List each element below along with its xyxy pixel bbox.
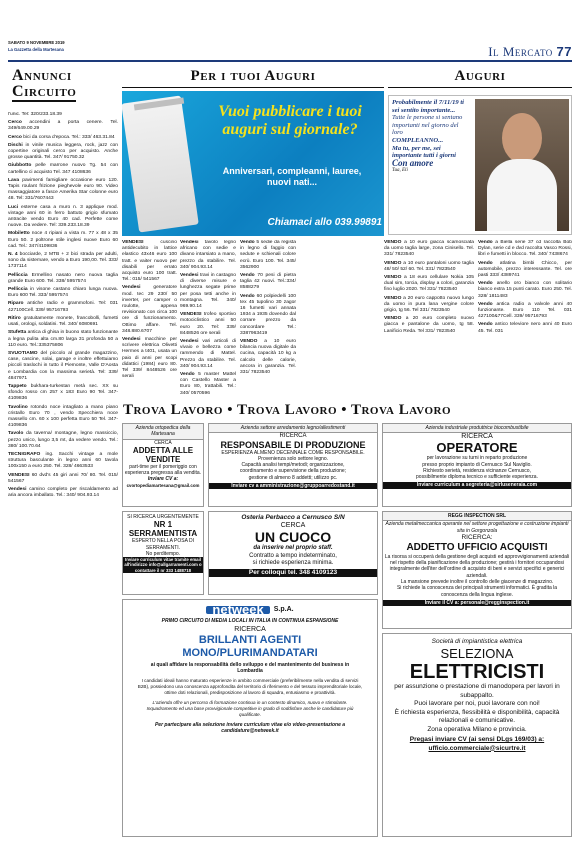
ad6-l2: La mansione prevede inoltre il controllo delle giacenze di magazzino. bbox=[400, 579, 554, 586]
classified-lead: Vendesi bbox=[122, 337, 141, 343]
classified-entry bbox=[180, 339, 236, 370]
ad8-l3: È richiesta esperienza, flessibilità e disponibilità, capacità relazionali e comunicative. bbox=[394, 708, 560, 724]
classified-text: trofeo sportivo motociclistico anni 50 euro 20. Tel: 339/ 8448526 ore serali bbox=[180, 312, 236, 336]
classified-entry bbox=[478, 322, 572, 334]
classified-lead: Vendesi bbox=[122, 285, 141, 291]
vendesi-col-4 bbox=[384, 240, 474, 400]
classified-entry bbox=[122, 285, 177, 335]
ad-netweek bbox=[122, 599, 378, 837]
classified-text: vari articoli di vivaio e bellezza come rammendo di Mattel. Prezzo da stabilire. Tel. 340/ 904.93.14 bbox=[180, 339, 236, 369]
ad2-cerca: RICERCA bbox=[279, 433, 307, 440]
ad2-head: Azienda settore arredamento legno/allestimenti bbox=[209, 424, 377, 433]
classified-text: 60 polpiedelli 100 tex 45 tupolino 30 zagor 16 fumetti vari annata 1934 a 1935 dovendo dal corrare prezzo da concordare Tel.: 3387963419 bbox=[240, 293, 296, 336]
classified-lead: Ritiro bbox=[8, 315, 21, 321]
ad5-l2: Contratto a tempo indeterminato, bbox=[249, 552, 337, 559]
classified-entry bbox=[478, 261, 572, 280]
classified-entry bbox=[8, 231, 118, 250]
ad3-head: Azienda industriale produttrice biocombustibile bbox=[383, 424, 571, 433]
classified-lead: Vendesi bbox=[180, 273, 199, 279]
ad5-l1: da inserire nel proprio staff. bbox=[253, 545, 333, 551]
classified-entry bbox=[478, 281, 572, 300]
classified-lead: SVUOTIAMO bbox=[8, 350, 38, 356]
classified-entry bbox=[8, 205, 118, 230]
classified-text: da taverna/ montagne, legno massiccio, pezzo unico, lungo 3,5 mt, da vedere vendo. Tel.: 380/ 100.70.64 bbox=[8, 431, 118, 449]
ad3-l2: presso proprio impianto di Cernusco Sul Naviglio. bbox=[422, 461, 532, 468]
ad2-l5: gestione di almeno 8 addetti; utilizzo pc. bbox=[248, 474, 338, 481]
classified-entry bbox=[180, 273, 236, 310]
auguri-line2: Tutte le persone si sentano importanti nel giorno del loro bbox=[392, 114, 463, 137]
classified-lead: Cerco bbox=[8, 120, 22, 126]
classified-text: esterne casa a muro n. 3 applique mod. vintage anni 60 in ferro battuto grigio sfumato antracite vendo Euro 40 cad. Perfette come nuove. Da vedere. Tel: 339.233.18.39 bbox=[8, 204, 118, 229]
header-paper: La Gazzetta della Martesana bbox=[8, 47, 64, 52]
classified-entry bbox=[8, 473, 118, 485]
classified-lead: Pelliccia bbox=[8, 272, 28, 278]
classified-text: pelle marrone nuovo Tg. 54 con cartellino ci acquisto Tel. 347 4108636 bbox=[8, 163, 118, 175]
classified-entry bbox=[384, 296, 474, 315]
classified-text: l'unic. Tel: 320/233.18.39 bbox=[8, 112, 62, 117]
classified-lead: Stufetta bbox=[8, 330, 27, 336]
header-section bbox=[488, 44, 572, 60]
classified-text: a 10 euro pantaloni uomo taglia 48/ 50/ 52/ 60. Tel. 331/ 7823540 bbox=[384, 260, 474, 272]
ad6-mail: Inviare il CV a: personale@regginspection.it bbox=[383, 600, 571, 606]
classified-text: travi in castagno di diverse misure e lunghezza segate prime per posa tetti anche in montagna. Tel. 340/ 969.90.14 bbox=[180, 273, 236, 310]
classified-entry bbox=[384, 316, 474, 335]
classified-text: antica di ghisa in buono stato funzionante a legna pulita alta cm.80 larga 31 profonda 50 a 110 euro. Tel.:335375806 bbox=[8, 330, 118, 348]
classified-text: antiche radio e grammofoni. Tel: 031 427100Cell. 339/ 95716793 bbox=[8, 301, 118, 313]
classified-text: atlatina bimbi Chicco, per automobile, prezzo interessante. Tel. ore pasti 333/ 4389741 bbox=[478, 260, 572, 279]
classified-lead: VENDESI bbox=[180, 312, 202, 318]
classified-lead: Vendesi bbox=[180, 339, 199, 345]
vendesi-col-5 bbox=[478, 240, 572, 400]
ad6-cerca: RICERCA: bbox=[461, 533, 493, 541]
ad-serramentista bbox=[122, 511, 204, 595]
auguri-line1: Probabilmente il 7/11/19 ti sei sentito importante... bbox=[392, 99, 464, 114]
classified-text: a 18 euro cellulare Nokia 105 dual sim, torcia, display a colori, garanzia fino luglio 2020. Tel 331/ 7823540 bbox=[384, 275, 474, 293]
classified-entry bbox=[240, 294, 296, 337]
classified-text: bocciarde, 2 MTB + 2 bici strada per adulti, sono da sistemare, vendo a Euro 190,00. Tel. 333/ 1737114 bbox=[8, 252, 118, 270]
classified-text: Ermellino nasato nero nuova taglia grande Euro 600. Tel. 338/ 5957574 bbox=[8, 272, 118, 284]
classified-lead: Vendo bbox=[240, 293, 255, 299]
classified-lead: Mobiletto bbox=[8, 231, 30, 237]
classified-lead: Vendo bbox=[478, 281, 493, 287]
classified-entry bbox=[8, 135, 118, 141]
ad3-mail: Inviare curriculum a segreteria@sirluseneraia.com bbox=[383, 482, 571, 488]
classified-entry bbox=[8, 405, 118, 430]
classified-text: a 10 euro giacca scamosciata da uomo taglia large, zona Cinisello. Tel. 331/ 7823540 bbox=[384, 240, 474, 258]
classified-entry bbox=[478, 240, 572, 259]
ad8-l2: Puoi lavorare per noi, puoi lavorare con noi! bbox=[414, 700, 540, 707]
classified-text: accendini a porta cenere. Tel. 349/649.00.29 bbox=[8, 120, 118, 132]
classified-text: del piccolo al grande magazzino, case, cascine, solai, garage e inoltre effettuiamo piccoli traslochi in tutto il Piemonte, Valle D'Aosta e Lombardia con la massima serietà. Tel: 339/ 4847971 bbox=[8, 350, 118, 381]
ad2-big: RESPONSABILE DI PRODUZIONE bbox=[220, 439, 366, 450]
auguri-line4: Ma tu, per me, sei importante tutti i giorni bbox=[392, 144, 456, 160]
ad3-cerca: RICERCA bbox=[461, 433, 493, 441]
classified-entry bbox=[240, 273, 296, 292]
auguri-line3: COMPLEANNO... bbox=[392, 136, 444, 144]
section-name: Il Mercato bbox=[488, 44, 553, 59]
classified-text: a 20 euro completo nuovo giacca e pantalone da uomo, tg 58. Lanificio Reda. Tel 331/ 7823540 bbox=[384, 316, 474, 334]
classified-lead: Giubbotto bbox=[8, 163, 32, 169]
ad8-cerca: SELEZIONA bbox=[440, 646, 514, 661]
classified-text: a 10 euro bilancia nuova digitale da cucina, capacità 10 kg a calcolo delle calorie, ancora in garanzia. Tel. 331/ 7823540 bbox=[240, 339, 296, 376]
classified-lead: VENDO bbox=[384, 275, 402, 281]
classified-lead: VENDO bbox=[384, 316, 402, 322]
ad7-big2: MONO/PLURIMANDATARI bbox=[182, 646, 318, 659]
classified-lead: VENDO bbox=[384, 240, 402, 245]
ad7-l4: Per partecipare alla selezione inviare curriculum vitae e/o video-presentazione a candidature@netweek.it bbox=[154, 722, 346, 735]
ad7-big1: BRILLANTI AGENTI bbox=[198, 633, 302, 646]
annunci-column bbox=[8, 112, 118, 838]
ad7-l3: L'azienda offre un percorso di formazione continua in un contesto dinamico, nuovo e stimolante. Inquadramento ed una base provvigionale competitive in grado di soddisfare anche le candidature più qualificate. bbox=[146, 700, 354, 718]
ad6-l1: La risorsa si occuperà della gestione degli acquisti ed approvvigionamenti aziendali nel rispetto della pianificazione della produzione; gestirà i fornitori occupandosi integralmente dell'iter dell'ordine di acquisto di beni e servizi specifici e generici aziendali. bbox=[384, 553, 570, 579]
ad2-l1: ESPERIENZA ALMENO DECENNALE COME RESPONSABILE. bbox=[221, 449, 365, 456]
ad3-l1: per lavorazione su turni in reparto produzione bbox=[426, 455, 528, 462]
header-rule bbox=[8, 60, 572, 62]
auguri-call: Chiamaci allo 039.99891 bbox=[267, 217, 382, 228]
ad7-cerca: RICERCA bbox=[234, 625, 266, 633]
trova-lavoro-banner: Trova Lavoro • Trova Lavoro • Trova Lavoro bbox=[122, 402, 452, 418]
auguri-sub: Anniversari, compleanni, lauree, nuovi nati... bbox=[222, 166, 362, 187]
classified-lead: VENDESI bbox=[8, 472, 30, 478]
classified-text: tavolo legno africano con sedie e divano intarsiato a mano, prezzo da stabilire. Tel. 340/ 904.93.14 bbox=[180, 240, 236, 270]
auguri-text bbox=[392, 99, 470, 175]
ad3-l4: possibilmente diploma tecnico e sufficiente esperienza. bbox=[416, 474, 538, 481]
classified-text: in visone castano chiaro lunga nuova. Euro 600 Tel. 333/ 5957574 bbox=[8, 287, 118, 299]
classified-entry bbox=[8, 316, 118, 328]
classified-lead: Vendo bbox=[240, 240, 255, 245]
annunci-title bbox=[12, 68, 76, 102]
classified-text: a 20 euro cappotto nuovo lungo da uomo in pura lana vergine colore grigio, tg 56. Tel 331/ 7823540 bbox=[384, 295, 474, 314]
classified-text: pavimenti famigliare occasione euro 120. Tapis roulant frizione pieghevole euro 90. Video massaggiatore a fasce Amerika Star colonne euro 48. Tel: 331/7607443 bbox=[8, 177, 118, 202]
classified-text: rotondo noce intagliato a mano piano cristallo Euro 70 , vendo Specchiera noce massello cm. 60 x 100 perfetta Euro 50 Tel. 347-4109836 bbox=[8, 404, 118, 429]
annunci-title-line1: Annunci bbox=[12, 67, 72, 84]
auguri-headline: Vuoi pubblicare i tuoi auguri sul giornale? bbox=[218, 103, 362, 138]
ad6-l0: Azienda metalmeccanica operante nel settore progettazione e costruzione impianti sita in Gorgonzola bbox=[385, 521, 569, 534]
classified-entry bbox=[384, 261, 474, 273]
classified-text: bukhara-turkestan metà sec. XX su sfondo rosso cm 257 x 183 Euro 90 Tel. 347-4109836 bbox=[8, 383, 118, 402]
classified-lead: Vendo bbox=[180, 372, 195, 378]
classified-lead: VENDO bbox=[384, 260, 402, 266]
ad5-cerca: CERCA bbox=[280, 522, 306, 529]
classified-entry bbox=[8, 384, 118, 403]
ad8-big: ELETTRICISTI bbox=[409, 661, 545, 683]
auguri-box bbox=[388, 95, 572, 235]
ad4-l1: ESPERTO NELLA POSA DI SERRAMENTI. bbox=[131, 538, 195, 551]
page-number: 77 bbox=[556, 44, 572, 59]
classified-text: noce 4 ripiani a vista m. 77 x 48 x 35 Euro 50. 2 poltrone stile inglesi nuove Euro 60 cad. Tel.: 347/4109836 bbox=[8, 231, 118, 249]
ad1-big: ADDETTA ALLE VENDITE bbox=[132, 445, 194, 464]
classified-entry bbox=[122, 240, 177, 283]
classified-lead: Riparo bbox=[8, 301, 24, 307]
classified-entry bbox=[8, 351, 118, 382]
classified-lead: Dischi bbox=[8, 142, 23, 148]
classified-text: bici da corsa d'epoca. Tel.: 333/ 463.31.84 bbox=[21, 134, 115, 140]
classified-entry bbox=[8, 163, 118, 175]
classified-lead: Luci bbox=[8, 204, 19, 210]
ad2-mail: Inviare cv a amministrazione@gruppoarredostand.it bbox=[209, 483, 377, 489]
classified-lead: TECNIGRAFO bbox=[8, 451, 41, 457]
classified-entry bbox=[8, 178, 118, 203]
auguri-photo bbox=[475, 99, 569, 231]
classified-lead: Pelliccia bbox=[8, 287, 28, 293]
classified-lead: Vendesi bbox=[180, 240, 199, 245]
classified-entry bbox=[8, 431, 118, 450]
classified-lead: Vendo bbox=[478, 240, 493, 245]
classified-entry bbox=[180, 372, 236, 397]
ad2-l2: Provenienza solo settore legno. bbox=[257, 455, 329, 462]
ad7-l1: ai quali affidare la responsabilità dello sviluppo e del mantenimento del business in Lombardia bbox=[150, 661, 350, 674]
classified-text: macchine per scrivere elettrica Olivetti Hermes a t401, usata un paio di anni per scopi didattici (1984) euro 80. Tel 339/ 8448526 ore serali bbox=[122, 337, 177, 380]
auguri-line6: Tua, Eli bbox=[392, 168, 408, 174]
classified-lead: Vendo bbox=[478, 260, 493, 266]
ad-arredamento bbox=[208, 423, 378, 507]
ad8-l1: per assunzione o prestazione di manodopera per lavori in subappalto. bbox=[394, 683, 560, 699]
classified-entry bbox=[8, 287, 118, 299]
classified-entry bbox=[8, 273, 118, 285]
classified-lead: VENDO bbox=[384, 295, 402, 301]
ad6-big: ADDETTO UFFICIO ACQUISTI bbox=[406, 541, 548, 553]
ad7-l2: I candidati ideali hanno maturato esperienze in ambito commerciale (preferibilmente nella vendita di servizi B2B), possiedono una conoscenza approfondita del territorio di riferimento e del tessuto imprenditoriale locale, ottime doti relazionali, predisposizione al lavoro di squadra, entusiasmo e proattività. bbox=[137, 678, 363, 696]
classified-lead: N. 4 bbox=[8, 252, 18, 258]
classified-entry bbox=[8, 330, 118, 349]
classified-lead: Vendo bbox=[240, 273, 255, 279]
ad6-l3: Si richiede la conoscenza dei principali strumenti informatici. È gradita la conoscenza della lingua inglese. bbox=[396, 585, 558, 598]
classified-entry bbox=[478, 302, 572, 321]
classified-entry bbox=[384, 240, 474, 259]
ad6-head: REGG INSPECTION SRL bbox=[383, 512, 571, 521]
ad-regg-inspection bbox=[382, 511, 572, 629]
auguri-ad-image bbox=[122, 91, 384, 236]
ad5-mail: Per colloqui tel. 348 4109123 bbox=[209, 569, 377, 577]
auguri-title: Auguri bbox=[388, 68, 572, 88]
classified-text: in vinile musica leggera, rock, jazz con copertine originali cerco per acquisto. Anche grosse quantità. Tel. 347/ 91750.32 bbox=[8, 142, 118, 161]
ad2-l4: coordinamento e supervisione della produzione; bbox=[239, 468, 347, 475]
classified-entry bbox=[8, 112, 118, 118]
classified-text: antica radio a valvole anni 40 funzionante. Euro 110 Tel. 031 427100&77Cell. 339/ 95716793 bbox=[478, 301, 572, 320]
per-auguri-title: Per i tuoi Auguri bbox=[122, 68, 384, 88]
netweek-logo bbox=[123, 602, 377, 617]
ad8-mail: Pregasi inviare CV (ai sensi DLgs 169/03) a: ufficio.commerciale@sicurtre.it bbox=[409, 736, 545, 752]
ad1-head: Azienda ortopedica della Martesana bbox=[123, 424, 203, 440]
header-date: SABATO 9 NOVEMBRE 2019 bbox=[8, 40, 65, 45]
ad-cuoco bbox=[208, 511, 378, 595]
classified-text: 5 sedie da regista in legno di faggio con sedute e schienali colore ecrù. Euro 100. Tel. 345/ 3562900 bbox=[240, 240, 296, 270]
vendesi-col-1 bbox=[122, 240, 177, 400]
classified-text: 60 dvd's 45 giri anni 70/ 80. Tel. 015/ 541567 bbox=[8, 472, 118, 484]
classified-entry bbox=[384, 275, 474, 294]
classified-text: 5 master Mattel con Castello Master a Euro 80, trattabili. Tel.: 340/ 0570596 bbox=[180, 372, 236, 396]
classified-text: ing. Sacchi vintage a mole struttura basculante in legno anni 60 tavola 100x150 a euro 250. Tel. 328/ 4663533 bbox=[8, 451, 118, 470]
vendesi-col-2 bbox=[180, 240, 236, 400]
classified-entry bbox=[180, 312, 236, 337]
classified-entry bbox=[8, 252, 118, 271]
classified-text: camino completo per riscaldamento ad aria ancora imballato. Tel.: 340/ 904.93.14 bbox=[8, 486, 118, 499]
classified-lead: Tavolo bbox=[8, 431, 24, 437]
classified-lead: Lava bbox=[8, 177, 20, 183]
classified-text: cuscino antidecubito in lattice elastico 43x46 euro 100 tratt. e vaiter nuovo per disabili per errato acquisto euro 100 tratt. Tel.: 015/ 541567 bbox=[122, 240, 177, 283]
ad8-l4: Zona operativa Milano e provincia. bbox=[427, 725, 527, 733]
classified-lead: VENDO bbox=[240, 339, 258, 345]
classified-lead: Vendo bbox=[478, 301, 493, 307]
classified-text: a Biella serie 37 cd raccolta Bob Dylan, serie cd e dvd raccolta Vasco Rossi, libri e fumetti in blocco. Tel. 340/ 7438674 bbox=[478, 240, 572, 258]
ad4-mail: Inviare curriculum vitae tramite email all'indirizzo info@allgarramenti.com o contattare il nr 333 1488718 bbox=[124, 557, 202, 573]
ad2-l3: Capacità analisi tempi/metodi; organizzazione, bbox=[241, 462, 345, 469]
ad5-l3: si richiede esperienza minima. bbox=[252, 560, 334, 566]
classified-entry bbox=[8, 143, 118, 162]
classified-entry bbox=[8, 487, 118, 499]
ad3-big: OPERATORE bbox=[436, 440, 518, 456]
ad3-l3: Richiesto serietà, residenza vicinanze Cernusco, bbox=[423, 467, 531, 474]
ad4-big: NR 1 SERRAMENTISTA bbox=[128, 520, 198, 539]
portrait-face bbox=[502, 113, 542, 163]
classified-lead: Vendesi bbox=[8, 486, 27, 492]
classified-text: anello oro bianco con solitario bianco extra 15 punti carato. Euro 250. Tel. 328/ 1811483 bbox=[478, 281, 572, 299]
ad5-head: Osteria Perbacco a Cernusco S/N bbox=[241, 514, 345, 521]
annunci-title-line2: Circuito bbox=[12, 83, 77, 100]
ad1-inv: Inviare CV a: bbox=[147, 476, 179, 483]
classified-entry bbox=[8, 301, 118, 313]
classified-text: antico televiore nero anni 40 Euro 45. Tel. 031 bbox=[478, 322, 572, 334]
classified-entry bbox=[8, 452, 118, 471]
classified-entry bbox=[240, 339, 296, 376]
ad4-l2: No perditempo. bbox=[145, 550, 181, 557]
ad1-cerca: CERCA bbox=[154, 439, 172, 446]
portrait-shirt bbox=[487, 159, 557, 231]
ad8-head: Società di impiantistica elettrica bbox=[431, 638, 523, 645]
classified-entry bbox=[122, 337, 177, 380]
ad5-big: UN CUOCO bbox=[254, 529, 332, 545]
classified-lead: Tavolino bbox=[8, 404, 28, 410]
auguri-line5: Con amore bbox=[392, 157, 434, 168]
ad4-cerca: SI RICERCA URGENTEMENTE bbox=[127, 514, 199, 520]
classified-lead: Cerco bbox=[8, 134, 22, 140]
ad1-body: part-time per il pomeriggio con esperienza pregressa alla vendita. bbox=[124, 463, 202, 477]
classified-entry bbox=[180, 240, 236, 271]
ad-biocombustibile bbox=[382, 423, 572, 507]
classified-text: gratuitamente monete, francobolli, fumetti usati, orologi, soldatini. Tel. 340/ 6080691 bbox=[8, 315, 118, 328]
netweek-spa: S.p.A. bbox=[273, 606, 294, 613]
classified-entry bbox=[240, 240, 296, 271]
classified-text: generatore mod. tec 29 230/ 50 inverter, per camper o roulotte, appena revisionato con circa 100 ore di funzionamento. Ottimo affare. Tel. 348.880.6707 bbox=[122, 285, 177, 334]
classified-lead: Tappeto bbox=[8, 383, 27, 389]
vendesi-col-3 bbox=[240, 240, 296, 400]
classified-entry bbox=[8, 120, 118, 132]
ad-elettricisti bbox=[382, 633, 572, 837]
classified-lead: VENDESI bbox=[122, 240, 144, 245]
classified-lead: Vendo bbox=[478, 322, 493, 328]
newspaper-graphic bbox=[122, 95, 199, 232]
netweek-brand: netweek bbox=[206, 606, 269, 614]
classified-text: 70 pesi di pietra taglia 42 nuovi. Tel.:334/ 8588279 bbox=[240, 273, 296, 291]
ad7-l0: PRIMO CIRCUITO DI MEDIA LOCALI IN ITALIA IN CONTINUA ESPANSIONE bbox=[161, 618, 339, 625]
ad1-mail: cvortopediamartesana@gmail.com bbox=[126, 482, 200, 488]
ad-ortopedica bbox=[122, 423, 204, 507]
